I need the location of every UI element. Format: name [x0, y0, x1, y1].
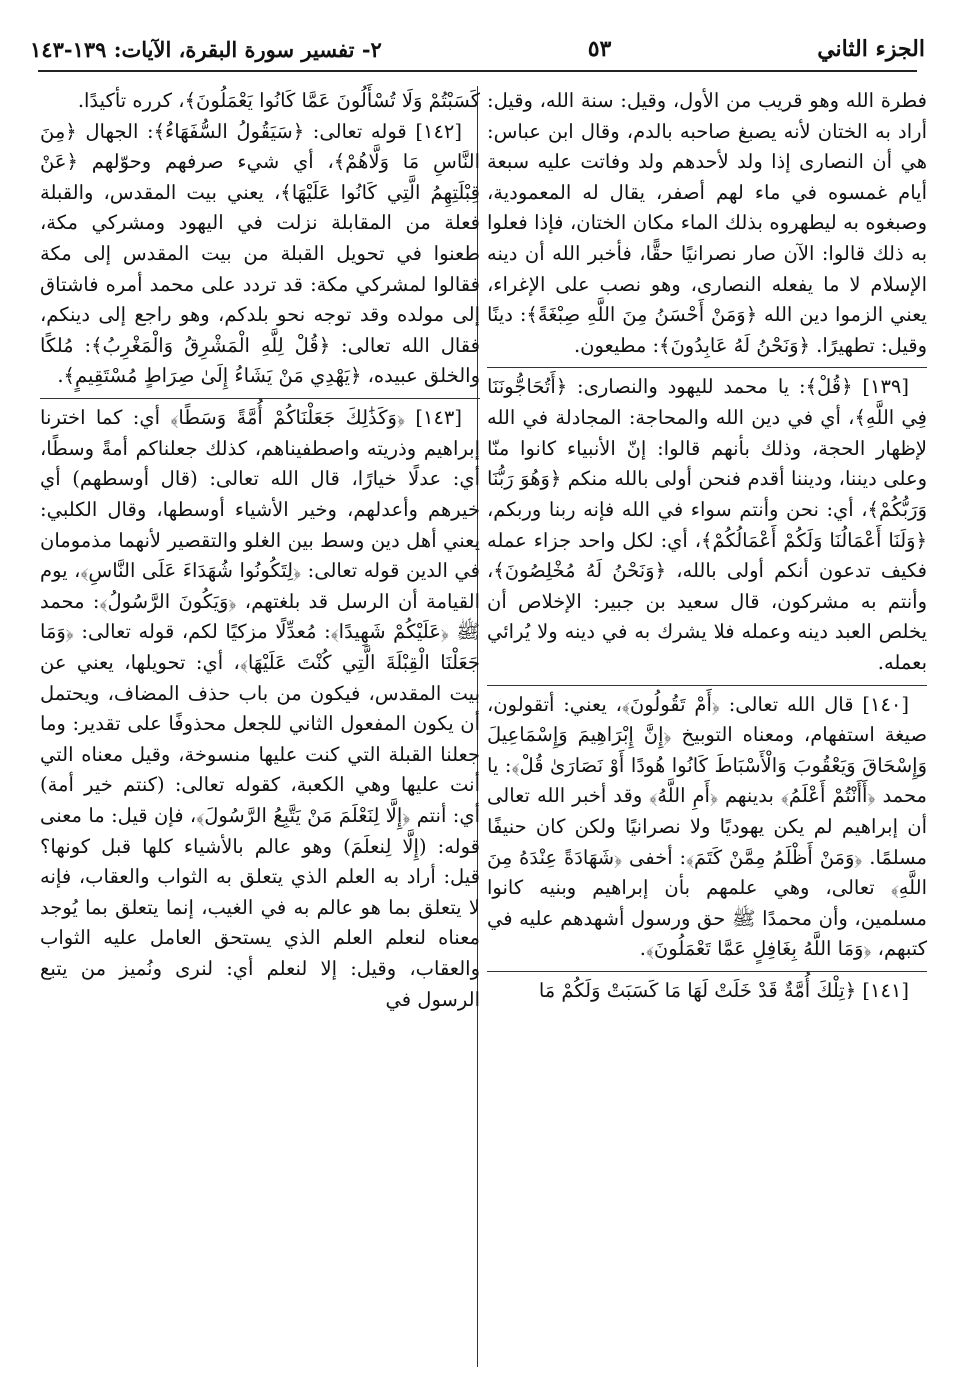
header-rule: [38, 70, 917, 72]
page-number: ٥٣: [587, 36, 612, 62]
paragraph: [١٤١] ﴿تِلْكَ أُمَّةٌ قَدْ خَلَتْ لَهَا مَا كَسَبَتْ وَلَكُمْ مَا: [538, 979, 909, 1003]
right-column: [487, 86, 927, 1007]
running-header: [30, 30, 925, 68]
paragraph: [١٤٣] ﴿وَكَذَٰلِكَ جَعَلْنَاكُمْ أُمَّةً وَسَطًا﴾ أي: كما اخترنا إبراهيم وذريته واصطفيناهم، كذلك جعلناكم أمةً وسطًا، أي: عدلًا خيارًا، قال الله تعالى: (قال أوسطهم) أي خيرهم وأعدلهم، وخير الأشياء أوسطها، وقال الكلبي: يعني أهل دين وسط بين الغلو والتقصير لأنهما مذمومان في الدين قوله تعالى: ﴿لِتَكُونُوا شُهَدَاءَ عَلَى النَّاسِ﴾، يوم القيامة أن الرسل قد بلغتهم، ﴿وَيَكُونَ الرَّسُولُ﴾: محمد ﷺ ﴿عَلَيْكُمْ شَهِيدًا﴾: مُعدِّلًا مزكيًا لكم، قوله تعالى: ﴿وَمَا جَعَلْنَا الْقِبْلَةَ الَّتِي كُنْتَ عَلَيْهَا﴾، أي: تحويلها، يعني عن بيت المقدس، فيكون من باب حذف المضاف، ويحتمل أن يكون المفعول الثاني للجعل محذوفًا على تقدير: وما جعلنا القبلة التي كنت عليها منسوخة، وقيل معناه التي أنت عليها وهي الكعبة، كقوله تعالى: (كنتم خير أمة) أي: أنتم ﴿إِلَّا لِنَعْلَمَ مَنْ يَتَّبِعُ الرَّسُولَ﴾، فإن قيل: ما معنى قوله: (إِلَّا لِنعلَمَ) وهو عالم بالأشياء كلها قبل كونها؟ قيل: أراد به العلم الذي يتعلق به الثواب والعقاب، فإنه لا يتعلق بما هو عالم به في الغيب، إنما يتعلق بما يُوجد معناه لنعلم العلم الذي يستحق العامل عليه الثواب والعقاب، وقيل: إلا لنعلم أي: لنرى ونُميز من يتبع الرسول في: [40, 406, 480, 1011]
paragraph: فطرة الله وهو قريب من الأول، وقيل: سنة الله، وقيل: أراد به الختان لأنه يصبغ صاحبه بالدم، وقال ابن عباس: هي أن النصارى إذا ولد لأحدهم ولد وفاتت عليه سبعة أيام غمسوه في ماء لهم أصفر، يقال له المعمودية، وصبغوه به ليطهروه بذلك الماء مكان الختان، فإذا فعلوا به ذلك قالوا: الآن صار نصرانيًا حقًّا، فأخبر الله أن دينه الإسلام لا ما يفعله النصارى، وهو نصب على الإغراء، يعني الزموا دين الله ﴿وَمَنْ أَحْسَنُ مِنَ اللَّهِ صِبْغَةً﴾: دينًا وقيل: تطهيرًا. ﴿وَنَحْنُ لَهُ عَابِدُونَ﴾: مطيعون.: [487, 89, 927, 357]
part-label: الجزء الثاني: [817, 36, 925, 62]
paragraph: كَسَبْتُمْ وَلَا تُسْأَلُونَ عَمَّا كَانُوا يَعْمَلُونَ﴾، كرره تأكيدًا.: [77, 89, 480, 112]
paragraph-divider: [487, 367, 927, 368]
left-column: [40, 86, 480, 1015]
paragraph: [١٣٩] ﴿قُلْ﴾: يا محمد لليهود والنصارى: ﴿أَتُحَاجُّونَنَا فِي اللَّهِ﴾، أي في دين الله والمحاجة: المجادلة في الله لإظهار الحجة، وذلك بأنهم قالوا: إنّ الأنبياء كانوا منّا وعلى ديننا، وديننا أقدم فنحن أولى بالله منكم ﴿وَهُوَ رَبُّنَا وَرَبُّكُمْ﴾، أي: نحن وأنتم سواء في الله فإنه ربنا وربكم، ﴿وَلَنَا أَعْمَالُنَا وَلَكُمْ أَعْمَالُكُمْ﴾، أي: لكل واحد جزاء عمله فكيف تدعون أنكم أولى بالله، ﴿وَنَحْنُ لَهُ مُخْلِصُونَ﴾، وأنتم به مشركون، قال سعيد بن جبير: الإخلاص أن يخلص العبد دينه وعمله فلا يشرك به في دينه ولا يُرائي بعمله.: [487, 375, 927, 674]
paragraph: [١٤٠] قال الله تعالى: ﴿أَمْ تَقُولُونَ﴾، يعني: أتقولون، صيغة استفهام، ومعناه التوبيخ ﴿إِنَّ إِبْرَاهِيمَ وَإِسْمَاعِيلَ وَإِسْحَاقَ وَيَعْقُوبَ وَالْأَسْبَاطَ كَانُوا هُودًا أَوْ نَصَارَىٰ قُلْ﴾: يا محمد ﴿أَأَنْتُمْ أَعْلَمُ﴾ بدينهم ﴿أَمِ اللَّهُ﴾ وقد أخبر الله تعالى أن إبراهيم لم يكن يهوديًا ولا نصرانيًا ولكن كان حنيفًا مسلمًا. ﴿وَمَنْ أَظْلَمُ مِمَّنْ كَتَمَ﴾: أخفى ﴿شَهَادَةً عِنْدَهُ مِنَ اللَّهِ﴾ تعالى، وهي علمهم بأن إبراهيم وبنيه كانوا مسلمين، وأن محمدًا ﷺ حق ورسول أشهدهم عليه في كتبهم، ﴿وَمَا اللَّهُ بِغَافِلٍ عَمَّا تَعْمَلُونَ﴾.: [487, 692, 927, 961]
paragraph-divider: [40, 398, 480, 399]
section-title: ٢- تفسير سورة البقرة، الآيات: ١٣٩-١٤٣: [30, 36, 382, 62]
paragraph-divider: [487, 685, 927, 686]
paragraph: [١٤٢] قوله تعالى: ﴿سَيَقُولُ السُّفَهَاءُ﴾: الجهال ﴿مِنَ النَّاسِ مَا وَلَّاهُمْ﴾، أي شيء صرفهم وحوّلهم ﴿عَنْ قِبْلَتِهِمُ الَّتِي كَانُوا عَلَيْهَا﴾، يعني بيت المقدس، والقبلة فعلة من المقابلة نزلت في اليهود ومشركي مكة، طعنوا في تحويل القبلة من بيت المقدس إلى مكة فقالوا لمشركي مكة: قد تردد على محمد أمره فاشتاق إلى مولده وقد توجه نحو بلدكم، وهو راجع إلى دينكم، فقال الله تعالى: ﴿قُلْ لِلَّهِ الْمَشْرِقُ وَالْمَغْرِبُ﴾: مُلكًا والخلق عبيده، ﴿يَهْدِي مَنْ يَشَاءُ إِلَىٰ صِرَاطٍ مُسْتَقِيمٍ﴾.: [40, 119, 480, 388]
paragraph-divider: [487, 971, 927, 972]
